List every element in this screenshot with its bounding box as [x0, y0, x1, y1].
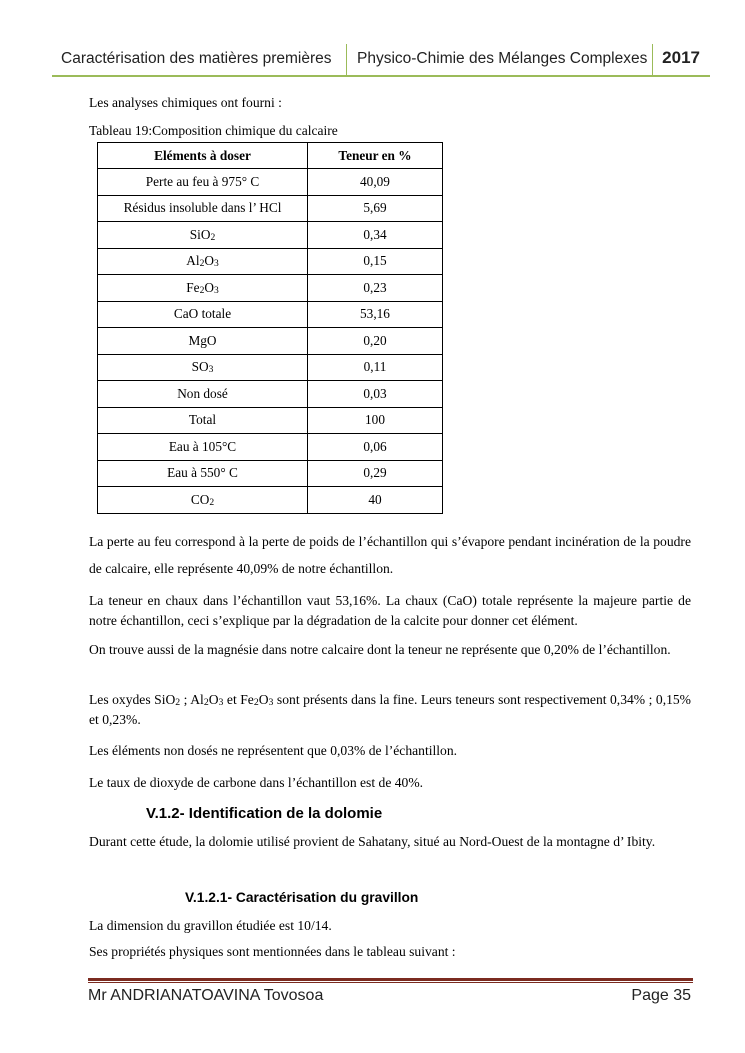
- formula-subscript: 3: [268, 696, 274, 708]
- formula-subscript: 2: [210, 231, 216, 243]
- table-row: [98, 328, 443, 355]
- footer-rule: [88, 978, 693, 981]
- element-cell: [98, 248, 308, 275]
- formula-part: Fe: [186, 279, 200, 295]
- text-run: et Fe: [223, 692, 254, 707]
- section-heading-dolomie: V.1.2- Identification de la dolomie: [146, 805, 383, 822]
- header-left-title: Caractérisation des matières premières: [61, 50, 332, 67]
- paragraph-magnesia: On trouve aussi de la magnésie dans notre calcaire dont la teneur ne représente que 0,20% de l’échantillon.: [89, 642, 671, 657]
- formula-subscript: 2: [199, 258, 205, 270]
- element-cell: Eau à 550° C: [98, 460, 308, 487]
- table-row: [98, 354, 443, 381]
- table-row: [98, 434, 443, 461]
- value-cell: 5,69: [308, 195, 443, 222]
- formula-subscript: 3: [208, 364, 214, 376]
- value-cell: 0,03: [308, 381, 443, 408]
- table-caption: Tableau 19:Composition chimique du calcaire: [89, 123, 338, 138]
- element-cell: Non dosé: [98, 381, 308, 408]
- section-heading-gravillon: V.1.2.1- Caractérisation du gravillon: [185, 890, 419, 905]
- value-cell: 0,20: [308, 328, 443, 355]
- table-row: [98, 460, 443, 487]
- table-row: [98, 222, 443, 249]
- header-year: 2017: [662, 48, 700, 67]
- paragraph-dolomie: Durant cette étude, la dolomie utilisé provient de Sahatany, situé au Nord-Ouest de la montagne d’ Ibity.: [89, 834, 656, 849]
- value-cell: 100: [308, 407, 443, 434]
- text-run: sont présents dans la fine. Leurs teneurs sont respectivement 0,34% ; 0,15% et 0,23%.: [89, 692, 692, 727]
- value-cell: 40,09: [308, 169, 443, 196]
- paragraph-gravillon-dimension: La dimension du gravillon étudiée est 10/14.: [89, 918, 332, 933]
- table-header-row: [98, 143, 443, 169]
- paragraph-loss-on-ignition: La perte au feu correspond à la perte de poids de l’échantillon qui s’évapore pendant incinération de la poudre de calcaire, elle représente 40,09% de notre échantillon.: [89, 534, 691, 576]
- paragraph-oxides: [89, 690, 691, 730]
- element-cell: Résidus insoluble dans l’ HCl: [98, 195, 308, 222]
- element-cell: CaO totale: [98, 301, 308, 328]
- formula-subscript: 2: [199, 284, 205, 296]
- element-cell: [98, 354, 308, 381]
- formula-part: O: [204, 253, 214, 269]
- value-cell: 0,11: [308, 354, 443, 381]
- formula-subscript: 2: [203, 696, 209, 708]
- paragraph-gravillon-properties: Ses propriétés physiques sont mentionnées dans le tableau suivant :: [89, 944, 456, 959]
- table-row: [98, 169, 443, 196]
- table-row: [98, 381, 443, 408]
- formula-part: O: [204, 279, 214, 295]
- table-row: [98, 301, 443, 328]
- element-cell: Eau à 105°C: [98, 434, 308, 461]
- table-row: [98, 248, 443, 275]
- value-cell: 0,29: [308, 460, 443, 487]
- text-run: O: [258, 692, 269, 707]
- formula-subscript: 3: [213, 258, 219, 270]
- table-row: [98, 487, 443, 514]
- table-row: [98, 407, 443, 434]
- text-run: ; Al: [180, 692, 204, 707]
- element-cell: Perte au feu à 975° C: [98, 169, 308, 196]
- table-row: [98, 195, 443, 222]
- element-cell: [98, 487, 308, 514]
- header-center-title: Physico-Chimie des Mélanges Complexes: [357, 50, 648, 67]
- formula-part: Al: [186, 253, 200, 269]
- footer-author: Mr ANDRIANATOAVINA Tovosoa: [88, 987, 324, 1004]
- text-run: Les oxydes SiO: [89, 692, 176, 707]
- header-separator: [652, 44, 653, 75]
- footer-rule-thin: [88, 982, 693, 983]
- element-cell: MgO: [98, 328, 308, 355]
- table-header-cell: Teneur en %: [308, 143, 443, 169]
- text-run: O: [208, 692, 219, 707]
- value-cell: 0,34: [308, 222, 443, 249]
- formula-subscript: 3: [213, 284, 219, 296]
- table-header-cell: Eléments à doser: [98, 143, 308, 169]
- formula-subscript: 2: [175, 696, 181, 708]
- value-cell: 0,06: [308, 434, 443, 461]
- header-rule: [52, 75, 710, 77]
- formula-subscript: 2: [253, 696, 259, 708]
- header-separator: [346, 44, 347, 75]
- value-cell: 40: [308, 487, 443, 514]
- paragraph-co2: Le taux de dioxyde de carbone dans l’échantillon est de 40%.: [89, 775, 424, 790]
- element-cell: [98, 275, 308, 302]
- formula-base: CO: [190, 491, 210, 507]
- formula-subscript: 3: [218, 696, 224, 708]
- formula-subscript: 2: [209, 496, 215, 508]
- formula-base: SiO: [189, 226, 211, 242]
- value-cell: 0,23: [308, 275, 443, 302]
- composition-table: [97, 142, 443, 514]
- table-row: [98, 275, 443, 302]
- element-cell: Total: [98, 407, 308, 434]
- element-cell: [98, 222, 308, 249]
- formula-base: SO: [191, 359, 209, 375]
- footer-page-number: Page 35: [631, 987, 691, 1004]
- paragraph-non-dosed: Les éléments non dosés ne représentent que 0,03% de l’échantillon.: [89, 743, 458, 758]
- paragraph-lime-content: La teneur en chaux dans l’échantillon vaut 53,16%. La chaux (CaO) totale représente la majeure partie de notre échantillon, ceci s’explique par la dégradation de la calcite pour donner cet élément.: [89, 593, 691, 628]
- page-header: [52, 44, 710, 76]
- intro-text: Les analyses chimiques ont fourni :: [89, 95, 282, 110]
- value-cell: 0,15: [308, 248, 443, 275]
- value-cell: 53,16: [308, 301, 443, 328]
